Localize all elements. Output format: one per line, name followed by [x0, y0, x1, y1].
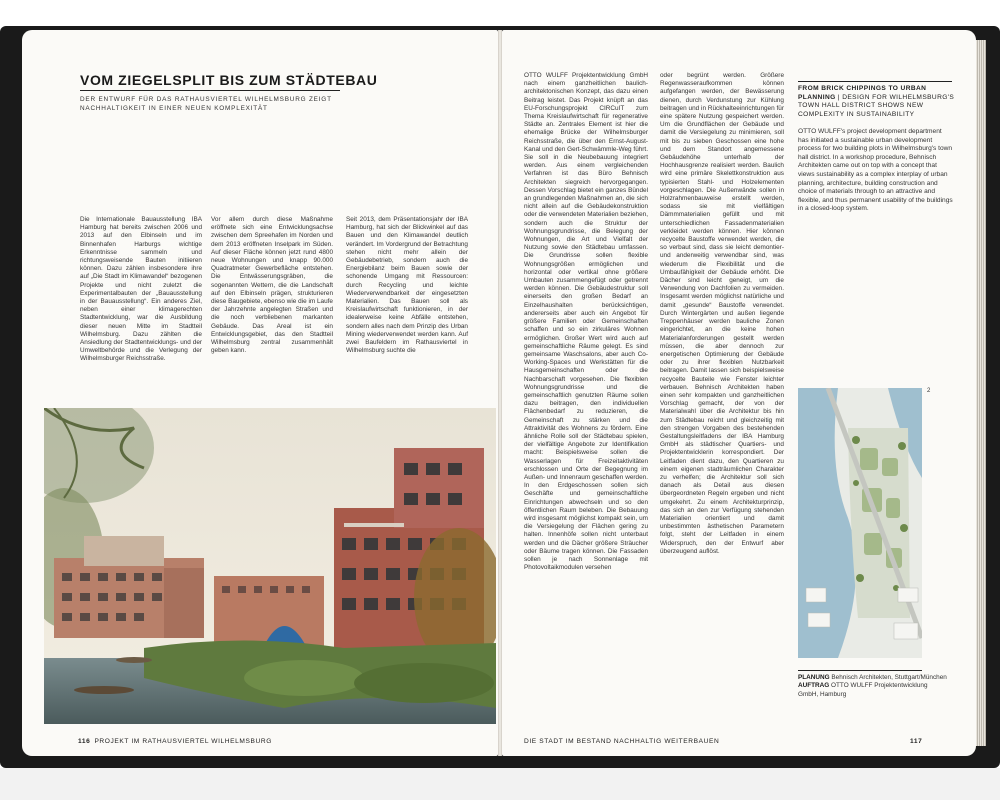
- left-text-column-2: Vor allem durch diese Maßnahme eröffnete sich eine Entwicklungsachse zwischen dem Spreehafen im Norden und dem 2013 eröffneten Inselpark im Süden. Auf dieser Fläche können jetzt rund 4800 neue Wohnungen und knapp 90.000 Quadratmeter Gewerbefläche entstehen. Die Entwässerungsgräben, die sogenannten Wettern, die die Landschaft auf den Elbinseln prägen, strukturieren diese Baugebiete, ebenso wie die im Laufe der Jahrzehnte angelegten Straßen und die noch verbliebenen markanten Gebäude. Das Areal ist ein Entwicklungsgebiet, das den Stadtteil Wilhelmsburg zentral zusammenhält geben kann.: [211, 216, 333, 355]
- right-page: [502, 30, 976, 756]
- left-running-footer: PROJEKT IM RATHAUSVIERTEL WILHELMSBURG: [94, 738, 272, 745]
- background-bottom: [0, 768, 1000, 800]
- credit-planning: [798, 674, 948, 682]
- right-page-number: 117: [910, 738, 923, 745]
- right-text-column-2: oder begrünt werden. Größere Regenwasseraufkommen können aufgefangen werden, der Bewässerung dienen, durch Verdunstung zur Kühlung beitragen und in Rückhalteeinrichtungen für eine spätere Nutzung gespeichert werden. Um die Grundflächen der Gebäude und damit die Versiegelung zu minimieren, soll mit bis zu sieben Geschossen eine hohe und dem Standort angemessene Gebäudehöhe unterhalb der Hochhausgrenze realisiert werden. Baulich wird eine primäre Skelettkonstruktion aus typisierten Stahl- und Holzelementen vorgeschlagen. Die Außenwände sollen in Holzrahmenbauweise erstellt werden, sodass sie mit vielfältigen Dämmmaterialien gefüllt und mit unterschiedlichen Fassadenmaterialien verkleidet werden können. Hier können recycelte Baustoffe verwendet werden, die so verbaut sind, dass sie leicht demontier- und anderweitig verwendbar sind, was wiederum die Flexibilität und die Umbaufähigkeit der Gebäude erhöht. Die Dächer sind leicht geneigt, um die Verwendung von Dachfolien zu vermeiden. Insgesamt werden möglichst natürliche und damit „gesunde“ Baustoffe verwendet. Durch Wintergärten und außen liegende Treppenhäuser werden bauliche Zonen eingerichtet, an die keine hohen Materialanforderungen gestellt werden müssen, die aber dennoch zur energetischen Optimierung der Gebäude oder zu ihrer flexiblen Nutzbarkeit beitragen. Damit lassen sich beispielsweise recycelte Bauteile wie Fenster leichter verbauen. Behnisch Architekten haben einen sehr kompakten und ganzheitlichen Vorschlag gemacht, der von der Materialwahl über die Architektur bis hin zum Städtebau reicht und gleichzeitig mit den strengen Vorgaben des bestehenden Gestaltungsleitfadens der IBA Hamburg GmbH als städtischer Quartiers- und Projektentwicklerin korrespondiert. Der Leitfaden dient dazu, den Quartieren zu einem eigenen stadträumlichen Charakter zu verhelfen; die Architektur soll sich danach als Detail aus diesen übergeordneten Regeln ergeben und nicht umgekehrt. Zu einem Architekturprinzip, das sich an den zur Verfügung stehenden Materialien orientiert und damit unbestimmten ästhetischen Parametern folgt, steht der Leitfaden in einem Widerspruch, den der Entwurf aber überzeugend auflöst.: [660, 72, 784, 555]
- article-subtitle: DER ENTWURF FÜR DAS RATHAUSVIERTEL WILHELMSBURG ZEIGT NACHHALTIGKEIT IN EINER NEUEN KOMPLEXITÄT: [80, 96, 332, 112]
- right-text-column-1: OTTO WULFF Projektentwicklung GmbH nach einem ganzheitlichen baulich-architektonischen Konzept, das dazu einen Beitrag leistet. Das Projekt knüpft an das EU-Forschungsprojekt CIRCuIT zum Thema Kreislaufwirtschaft für regenerative Städte an. Zentrales Element ist hier die ehemalige Brücke der Wilhelmsburger Reichsstraße, die über den Ernst-August-Kanal und den Gert-Schwämmle-Weg führt. Sie soll in die Neubebauung integriert werden. Aus einem vergleichenden Verfahren ist das Büro Behnisch Architekten siegreich hervorgegangen. Dessen Vorschlag bietet ein ganzes Bündel an grundlegenden Maßnahmen an, die sich nicht allein auf die Gebäudekonstruktion oder die verwendeten Materialien beziehen, sondern auch die Struktur der Wohnungsgrundrisse, die Belegung der Wohnungen, die Art und Vielfalt der Nutzung sowie den Städtebau umfassen. Die Grundrisse sollen flexible Wohnungsgrößen ermöglichen und horizontal oder vertikal ohne größere Umbauten zusammengefügt oder getrennt werden können. Die Gebäudestruktur soll einerseits den großen Bedarf an Einzelhaushalten berücksichtigen, andererseits aber auch ein Angebot für größere Familien oder Gemeinschaften schaffen und so ein zirkuläres Wohnen ermöglichen. Großer Wert wird auch auf gemeinschaftliche Räume gelegt. Es sind gemeinsame Waschsalons, aber auch Co-Working-Spaces und Werkstätten für die Hausgemeinschaften oder die Nachbarschaft vorgesehen. Die flexiblen Wohnungsgrundrisse und die gemeinschaftlich genutzten Räume sollen dazu beitragen, den individuellen Flächenbedarf zu reduzieren, die Gemeinschaft zu stärken und die Attraktivität des Wohnens zu fördern. Eine ähnliche Rolle soll der Städtebau spielen, der vielfältige Angebote zur Identifikation macht: Beispielsweise sollen die Wasserlagen für Freizeitaktivitäten erschlossen und Orte der Begegnung im Außen- und Innenraum geschaffen werden. In den Erdgeschossen sollen sich Geschäfte und gemeinschaftliche Einrichtungen abwechseln und so den öffentlichen Raum beleben. Die Bebauung wird insgesamt möglichst kompakt sein, um die Versiegelung der Flächen gering zu halten. Innenhöfe sollen nicht unterbaut werden und die Dächer größere Sträucher oder Bäume tragen können. Die Fassaden sollen je nach Sonnenlage mit Photovoltaikmodulen versehen: [524, 72, 648, 572]
- credit-client-value: OTTO WULFF Projektentwicklung GmbH, Hamburg: [798, 682, 928, 698]
- left-page-number: 116: [78, 738, 91, 745]
- left-text-column-3: Seit 2013, dem Präsentationsjahr der IBA Hamburg, hat sich der Blickwinkel auf das Bauen und den Klimawandel deutlich verändert. Im Vordergrund der Betrachtung stehen nicht mehr allein der Gebäudebetrieb, sondern auch die Energiebilanz beim Bauen sowie der schonende Umgang mit Ressourcen: durch Recycling und leichte Wiederverwendbarkeit der eingesetzten Materialien. Das Bauen soll als Kreislaufwirtschaft funktionieren, in der idealerweise keine Abfälle entstehen, sondern alles nach dem Prinzip des Urban Mining wiederverwendet werden kann. Auf zwei Baufeldern im Rathausviertel in Wilhelmsburg suchte die: [346, 216, 468, 355]
- credit-client: [798, 682, 948, 699]
- left-page: [22, 30, 498, 756]
- site-plan-map: [798, 388, 922, 658]
- credit-planning-value: Behnisch Architekten, Stuttgart/München: [831, 674, 947, 681]
- title-rule: [80, 90, 340, 91]
- right-running-footer: DIE STADT IM BESTAND NACHHALTIG WEITERBAUEN: [524, 738, 720, 745]
- project-credits: [798, 674, 948, 699]
- credit-planning-label: PLANUNG: [798, 674, 830, 681]
- summary-title-bold: FROM BRICK CHIPPINGS TO URBAN PLANNING: [798, 85, 927, 101]
- background-top: [0, 0, 1000, 26]
- credits-rule: [798, 670, 922, 671]
- figure-number: 2: [927, 388, 931, 394]
- left-text-column-1: Die Internationale Bauausstellung IBA Hamburg hat bereits zwischen 2006 und 2013 auf den Elbinseln und im Binnenhafen Harburgs wichtige Erkenntnisse sammeln und richtungsweisende Bauten initiieren können. Dazu zählen insbesondere ihre auf „Die Stadt im Klimawandel“ bezogenen Projekte und nicht zuletzt die Experimentalbauten der „Bauausstellung in der Bauausstellung“. Ein anderes Ziel, neben einer klimagerechten Stadtentwicklung, war die Ausbildung dieser neuen Mitte im Stadtteil Wilhelmsburg. Dazu zählten die Ansiedlung der Stadtentwicklungs- und der Umweltbehörde und die Verlegung der Wilhelmsburger Reichsstraße.: [80, 216, 202, 363]
- english-summary-body: OTTO WULFF's project development department has initiated a sustainable urban development process for two building plots in Wilhelmsburg's town hall district. In a workshop procedure, Behnisch Architekten came out on top with a concept that views sustainability as a complex interplay of urban planning, architecture, building construction and choice of materials through to an attractive and flexible, and thus permanent usability of the buildings in a closed-loop system.: [798, 128, 953, 213]
- summary-title-rest: | DESIGN FOR WILHELMSBURG'S TOWN HALL DISTRICT SHOWS NEW COMPLEXITY IN SUSTAINABILITY: [798, 93, 955, 118]
- english-summary-title: [798, 85, 956, 119]
- article-title: VOM ZIEGELSPLIT BIS ZUM STÄDTEBAU: [80, 72, 378, 88]
- architecture-rendering: [44, 408, 496, 724]
- left-page-folio: [78, 738, 272, 745]
- summary-rule: [798, 81, 952, 82]
- page-edges: [976, 40, 986, 746]
- credit-client-label: AUFTRAG: [798, 682, 830, 690]
